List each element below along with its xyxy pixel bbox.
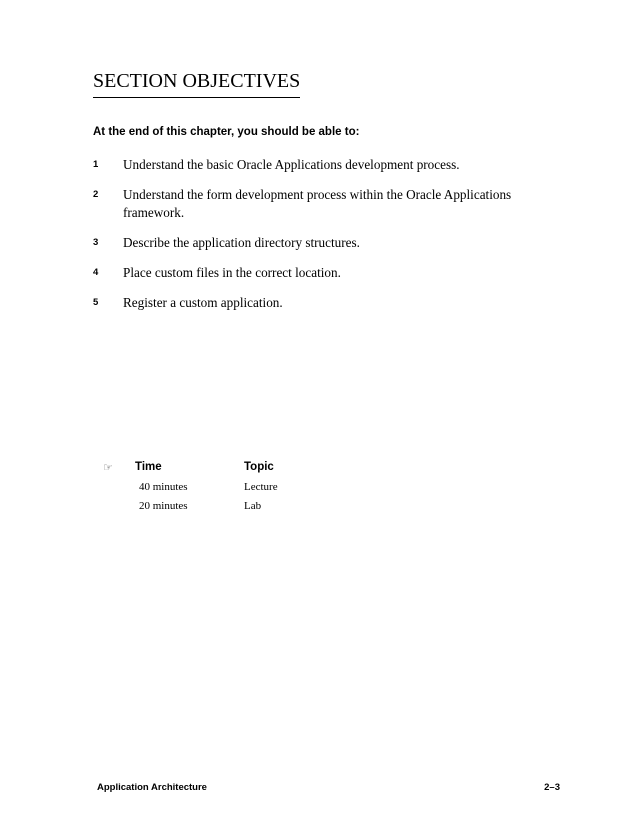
objectives-intro: At the end of this chapter, you should be able to: xyxy=(93,126,360,138)
footer-page-number: 2–3 xyxy=(544,782,560,793)
objective-number: 5 xyxy=(93,297,99,308)
objective-text: Understand the basic Oracle Applications development process. xyxy=(123,157,460,172)
objective-number: 3 xyxy=(93,237,99,248)
objective-text: Register a custom application. xyxy=(123,295,283,310)
objective-number: 1 xyxy=(93,159,99,170)
schedule-cell-time: 20 minutes xyxy=(139,500,188,512)
schedule-header-topic: Topic xyxy=(244,461,274,473)
footer-chapter-title: Application Architecture xyxy=(97,782,207,793)
schedule-header-time: Time xyxy=(135,461,162,473)
objective-text: Understand the form development process within the Oracle Applications framework. xyxy=(123,187,512,220)
page-title: SECTION OBJECTIVES xyxy=(93,68,300,98)
schedule-cell-topic: Lecture xyxy=(244,481,278,493)
objective-number: 4 xyxy=(93,267,99,278)
schedule-cell-time: 40 minutes xyxy=(139,481,188,493)
schedule-cell-topic: Lab xyxy=(244,500,262,512)
objective-text: Describe the application directory structures. xyxy=(123,235,360,250)
objective-text: Place custom files in the correct location. xyxy=(123,265,341,280)
pointing-hand-icon: ☞ xyxy=(103,461,113,474)
objective-number: 2 xyxy=(93,189,99,200)
